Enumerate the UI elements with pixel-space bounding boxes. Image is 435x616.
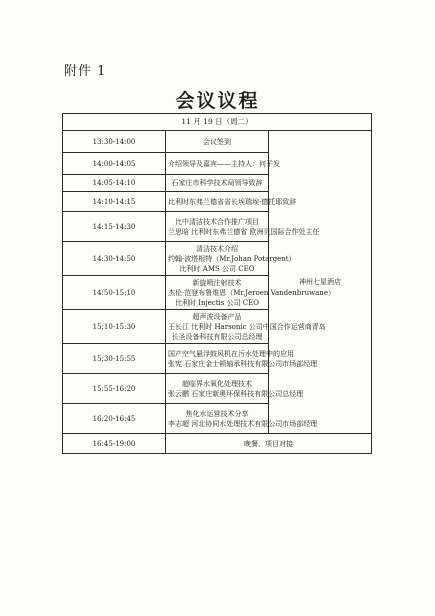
agenda-time: 14:00-14:05 [63,153,166,175]
venue-cell: 神州七星酒店 [269,131,372,434]
attachment-label: 附件 1 [64,64,107,79]
agenda-line: 比利时 Injectis 公司 CEO [174,298,260,307]
agenda-line: 会议签到 [203,137,231,146]
agenda-content [166,404,318,434]
agenda-time: 14:50-15:10 [63,276,166,310]
agenda-content [166,192,297,212]
agenda-content [166,212,320,242]
agenda-time: 15:10-15:30 [63,310,166,344]
agenda-line: 比利时东弗兰德省省长埃瑞埃·德托耶致辞 [168,197,297,206]
agenda-line: 长圣设备科技有限公司总经理 [171,332,263,341]
agenda-content [166,310,326,344]
agenda-content [166,344,318,374]
agenda-time: 14:05-14:10 [63,175,166,192]
agenda-line: 石家庄市科学技术局领导致辞 [171,179,263,187]
agenda-line: 杰伦·范登布鲁维恩（Mr.Jeroen Vandenbruwane） [168,288,335,297]
agenda-content [166,242,296,276]
agenda-content [166,153,280,175]
agenda-line: 张宪 石家庄金士顿轴承科技有限公司市场部经理 [168,359,318,368]
date-header-row [63,114,372,131]
agenda-line: 比中清洁技术合作推广项目 [175,217,259,226]
date-header: 11 月 19 日（周二） [63,114,372,131]
agenda-time: 14:10-14:15 [63,192,166,212]
page-title: 会议议程 [175,90,260,112]
agenda-content [166,175,269,192]
agenda-line: 晚餐、项目对接 [244,439,293,448]
agenda-line: 兰思晗 比利时东弗兰德省 欧洲贝国际合作处主任 [168,227,320,236]
agenda-line: 王长江 比利时 Harsonic 公司中国合作运营商青岛 [168,322,326,331]
agenda-time: 16:45-19:00 [63,434,166,454]
agenda-line: 新旋喷注射技术 [192,278,242,287]
agenda-content [166,374,304,404]
agenda-line: 国产空气悬浮鼓风机在污水处理中的应用 [168,349,294,358]
agenda-line: 介绍领导及嘉宾——主持人：何子发 [168,159,280,168]
agenda-time: 14:15-14:30 [63,212,166,242]
agenda-line: 李志超 河北协同水处理技术有限公司市场部经理 [168,419,318,428]
agenda-table [62,113,372,454]
agenda-time: 13:30-14:00 [63,131,166,153]
agenda-time: 14:30-14:50 [63,242,166,276]
agenda-line: 超声波设备产品 [192,312,242,321]
agenda-row [63,434,372,454]
agenda-time: 15:30-15:55 [63,344,166,374]
agenda-time: 15:55-16:20 [63,374,166,404]
agenda-line: 比利时 AMS 公司 CEO [179,264,255,273]
agenda-time: 16:20-16:45 [63,404,166,434]
agenda-content [166,434,372,454]
agenda-content [166,131,269,153]
agenda-row [63,131,372,153]
agenda-line: 焦化水运营技术分享 [185,409,249,418]
agenda-line: 约翰·波塔根特（Mr.Johan Potargent） [168,254,296,263]
agenda-line: 张云鹏 石家庄新奥环保科技有限公司总经理 [168,389,304,398]
agenda-line: 清洁技术介绍 [196,244,238,253]
agenda-line: 超临界水氧化处理技术 [182,379,252,388]
